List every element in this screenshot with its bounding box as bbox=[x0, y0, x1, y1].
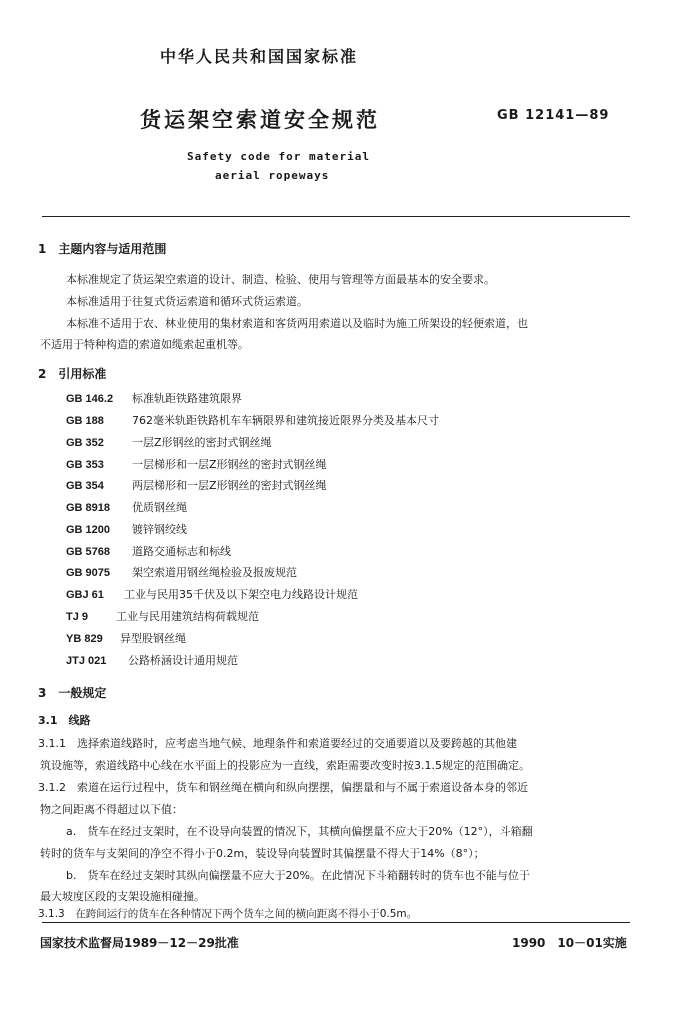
reference-item bbox=[66, 586, 358, 602]
reference-code: JTJ 021 bbox=[66, 655, 107, 667]
document-title: 货运架空索道安全规范 bbox=[140, 108, 380, 132]
section-1-paragraph-3-line-2: 不适用于特种构造的索道如缆索起重机等。 bbox=[40, 338, 249, 351]
reference-code: YB 829 bbox=[66, 633, 103, 645]
section-2-heading: 2 引用标准 bbox=[38, 367, 107, 381]
section-3-heading: 3 一般规定 bbox=[38, 686, 107, 700]
reference-title: 工业与民用建筑结构荷载规范 bbox=[116, 610, 259, 623]
clause-3-1-2-line-1: 3.1.2 索道在运行过程中，货车和钢丝绳在横向和纵向摆摆，偏摆量和与不属于索道设备本身的邻近 bbox=[38, 781, 528, 794]
reference-title: 一层梯形和一层Z形钢丝的密封式钢丝绳 bbox=[132, 458, 327, 471]
reference-title: 道路交通标志和标线 bbox=[132, 545, 231, 558]
reference-title: 762毫米轨距铁路机车车辆限界和建筑接近限界分类及基本尺寸 bbox=[132, 414, 439, 427]
top-divider bbox=[42, 216, 630, 217]
reference-code: GB 146.2 bbox=[66, 393, 114, 405]
standard-category-header: 中华人民共和国国家标准 bbox=[160, 47, 359, 66]
approval-line: 国家技术监督局1989－12－29批准 bbox=[40, 936, 239, 950]
reference-title: 工业与民用35千伏及以下架空电力线路设计规范 bbox=[124, 588, 358, 601]
reference-title: 异型股钢丝绳 bbox=[120, 632, 186, 645]
reference-item bbox=[66, 652, 238, 668]
reference-code: GBJ 61 bbox=[66, 589, 104, 601]
reference-code: TJ 9 bbox=[66, 611, 89, 623]
reference-title: 优质钢丝绳 bbox=[132, 501, 187, 514]
reference-item bbox=[66, 434, 272, 450]
reference-code: GB 353 bbox=[66, 459, 104, 471]
reference-code: GB 8918 bbox=[66, 502, 111, 514]
reference-code: GB 354 bbox=[66, 480, 104, 492]
clause-3-1-2-a-line-2: 转时的货车与支架间的净空不得小于0.2m，装设导向装置时其偏摆量不得大于14%（8°）； bbox=[40, 847, 485, 860]
reference-item bbox=[66, 456, 327, 472]
clause-3-1-1-line-1: 3.1.1 选择索道线路时，应考虑当地气候、地理条件和索道要经过的交通要道以及要跨越的其他建 bbox=[38, 737, 517, 750]
reference-item bbox=[66, 477, 327, 493]
section-1-paragraph-1: 本标准规定了货运架空索道的设计、制造、检验、使用与管理等方面最基本的安全要求。 bbox=[66, 273, 495, 286]
clause-3-1-2-b-line-1: b. 货车在经过支架时其纵向偏摆量不应大于20%。在此情况下斗箱翻转时的货车也不能与位于 bbox=[66, 869, 530, 882]
clause-3-1-2-b-line-2: 最大坡度区段的支架设施相碰撞。 bbox=[40, 890, 205, 903]
reference-code: GB 5768 bbox=[66, 546, 111, 558]
clause-3-1-2-line-2: 物之间距离不得超过以下值： bbox=[40, 803, 183, 816]
reference-item bbox=[66, 608, 259, 624]
standard-number: GB 12141—89 bbox=[497, 108, 610, 123]
section-1-paragraph-2: 本标准适用于往复式货运索道和循环式货运索道。 bbox=[66, 295, 308, 308]
reference-code: GB 188 bbox=[66, 415, 104, 427]
bottom-divider bbox=[42, 922, 630, 923]
clause-3-1-2-a-line-1: a. 货车在经过支架时，在不设导向装置的情况下，其横向偏摆量不应大于20%（12°），斗箱翻 bbox=[66, 825, 533, 838]
implementation-date: 1990 10－01实施 bbox=[512, 936, 627, 950]
reference-code: GB 1200 bbox=[66, 524, 111, 536]
reference-title: 公路桥涵设计通用规范 bbox=[128, 654, 238, 667]
reference-item bbox=[66, 412, 439, 428]
reference-item bbox=[66, 630, 186, 646]
reference-item bbox=[66, 564, 297, 580]
reference-item bbox=[66, 521, 187, 537]
section-1-paragraph-3-line-1: 本标准不适用于农、林业使用的集材索道和客货两用索道以及临时为施工所架设的轻便索道，也 bbox=[66, 317, 528, 330]
reference-title: 架空索道用钢丝绳检验及报废规范 bbox=[132, 566, 297, 579]
reference-title: 两层梯形和一层Z形钢丝的密封式钢丝绳 bbox=[132, 479, 327, 492]
reference-code: GB 352 bbox=[66, 437, 104, 449]
reference-item bbox=[66, 390, 242, 406]
section-1-heading: 1 主题内容与适用范围 bbox=[38, 242, 167, 256]
reference-item bbox=[66, 499, 187, 515]
clause-3-1-1-line-2: 筑设施等，索道线路中心线在水平面上的投影应为一直线，索距需要改变时按3.1.5规定的范围确定。 bbox=[40, 759, 530, 772]
clause-3-1-3: 3.1.3 在跨间运行的货车在各种情况下两个货车之间的横向距离不得小于0.5m。 bbox=[38, 908, 418, 920]
clause-3-1-heading: 3.1 线路 bbox=[38, 714, 91, 727]
reference-title: 标准轨距铁路建筑限界 bbox=[132, 392, 242, 405]
english-title-line2: aerial ropeways bbox=[215, 169, 330, 182]
english-title-line1: Safety code for material bbox=[187, 150, 370, 163]
reference-code: GB 9075 bbox=[66, 567, 111, 579]
reference-title: 一层Z形钢丝的密封式钢丝绳 bbox=[132, 436, 272, 449]
reference-title: 镀锌钢绞线 bbox=[132, 523, 187, 536]
reference-item bbox=[66, 543, 231, 559]
